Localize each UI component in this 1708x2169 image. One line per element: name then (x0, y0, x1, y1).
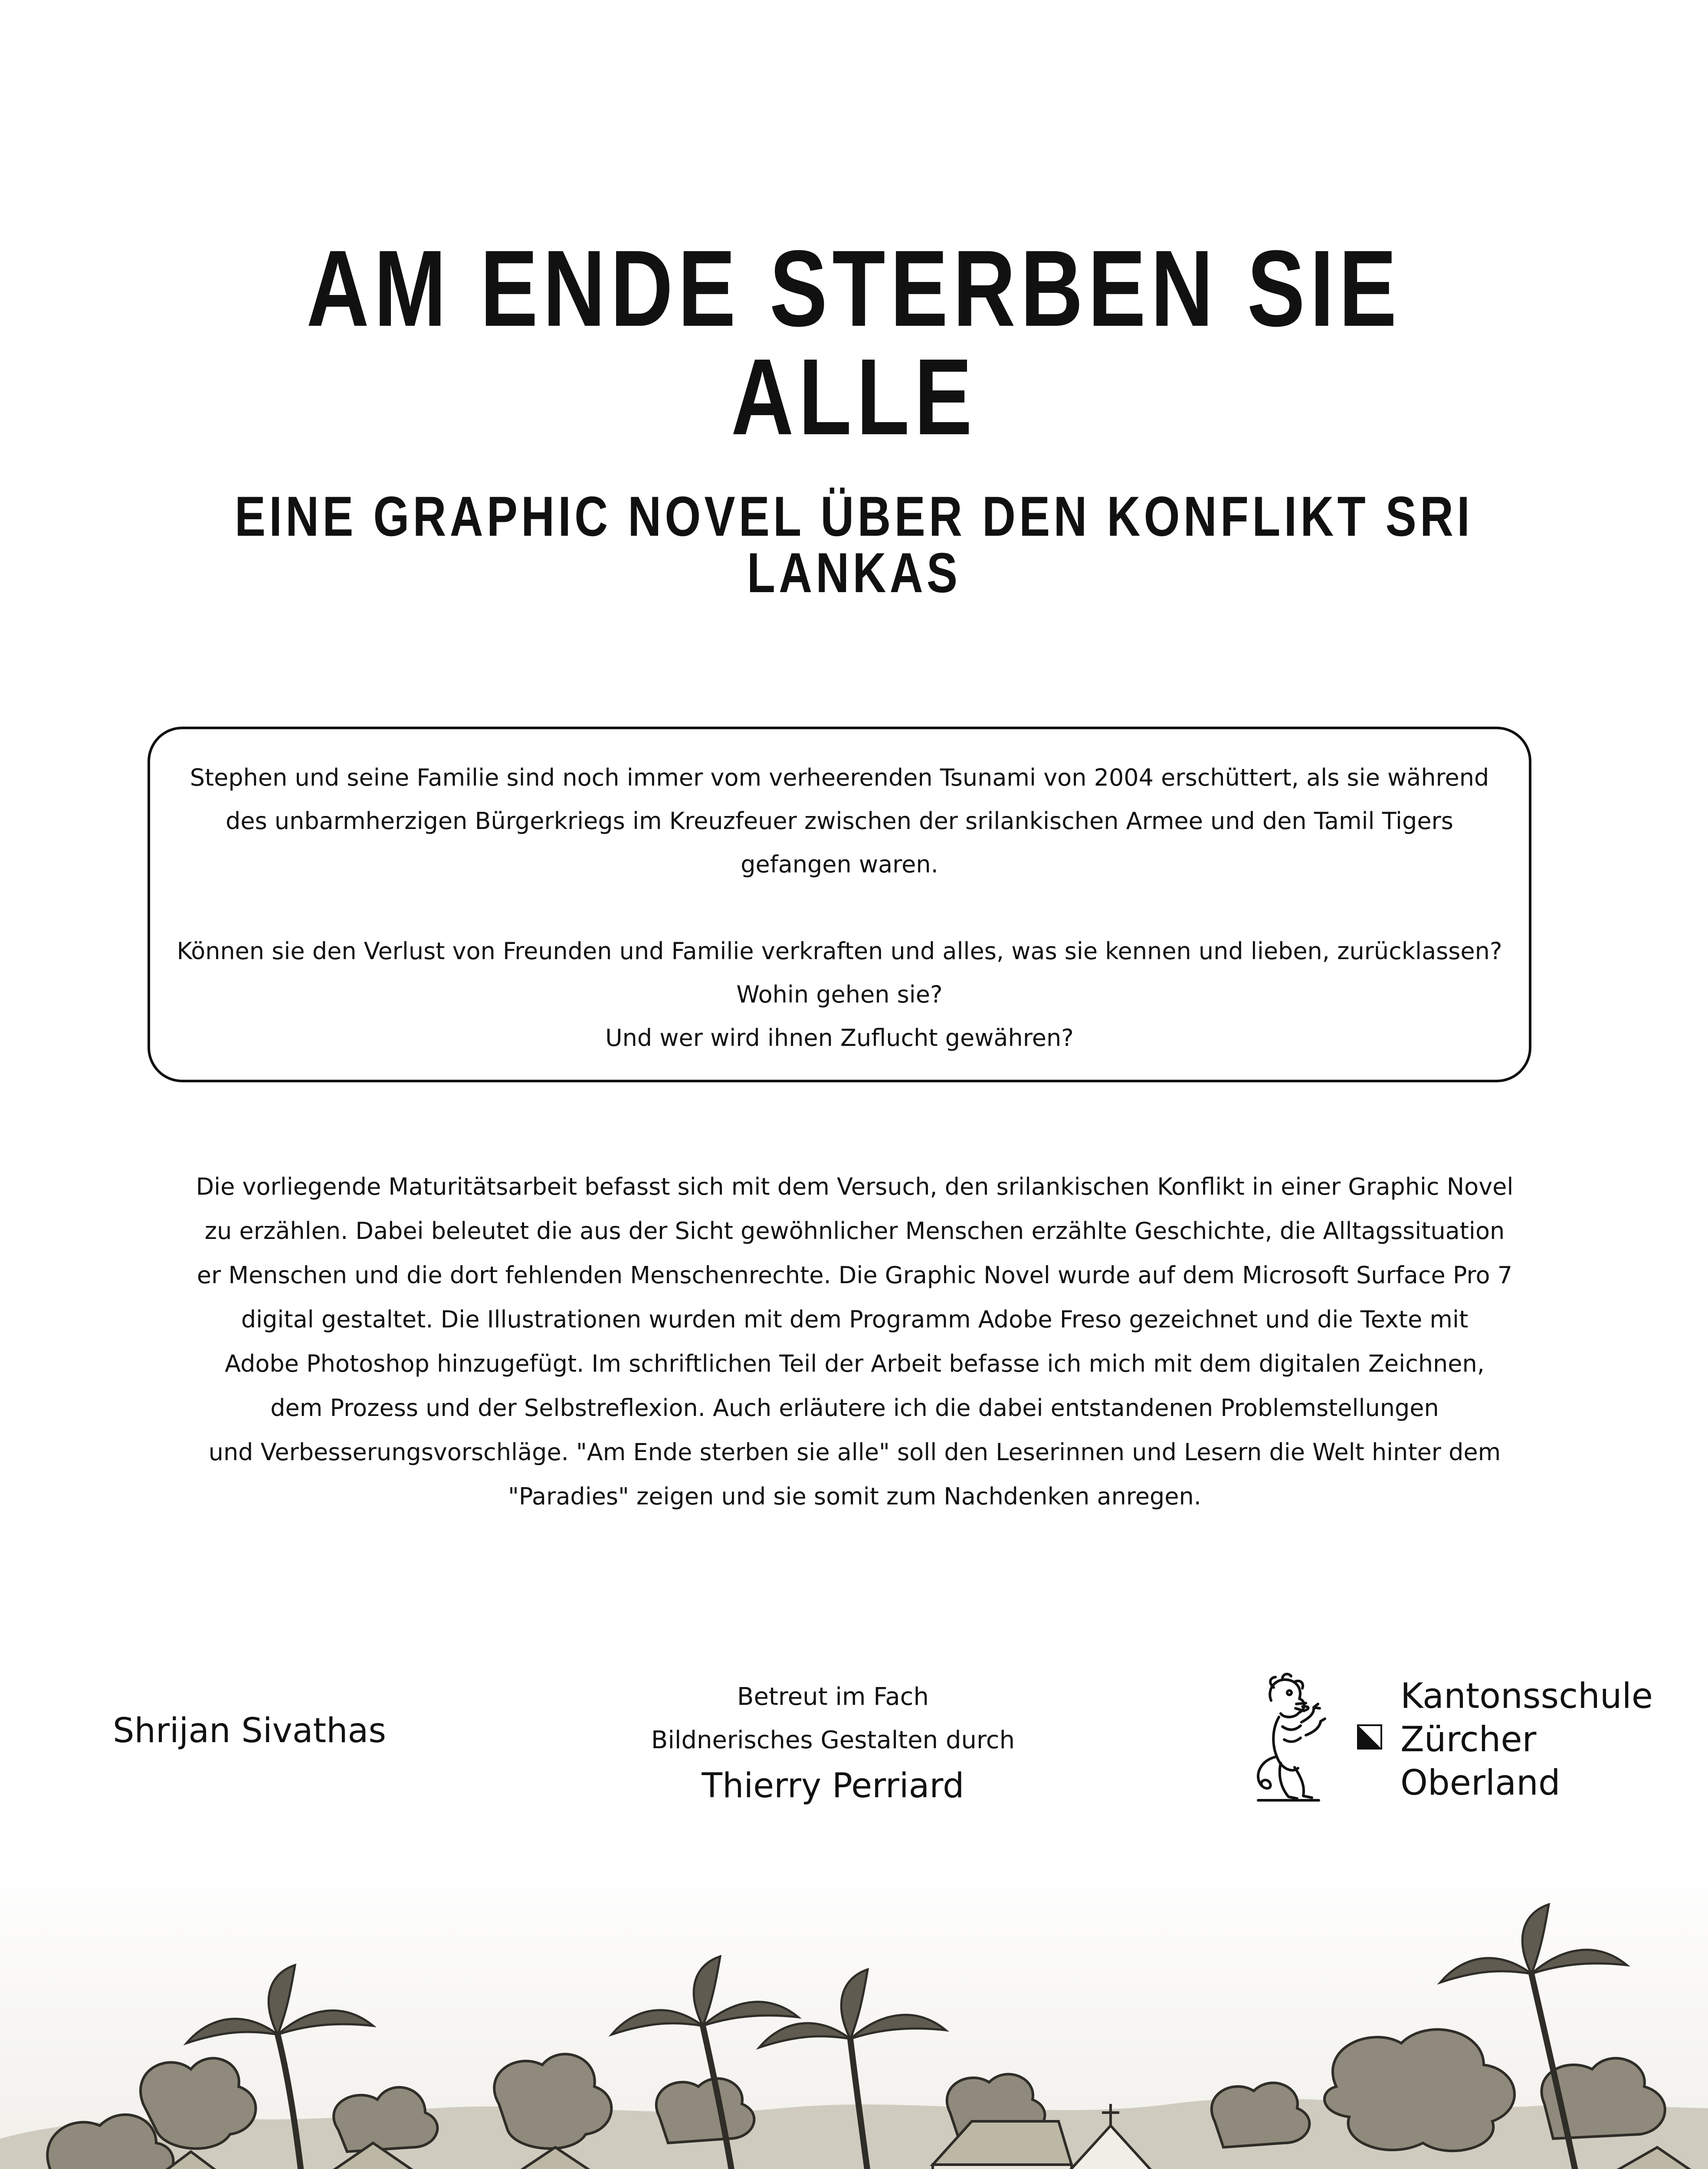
blurb-line: des unbarmherzigen Bürgerkriegs im Kreuzfeuer zwischen der srilankischen Armee und den Tamil Tigers (226, 807, 1453, 835)
village-illustration (0, 1861, 1708, 2169)
blurb-line: Und wer wird ihnen Zuflucht gewähren? (605, 1024, 1074, 1052)
tree-canopy (656, 2078, 754, 2143)
abstract-line: er Menschen und die dort fehlenden Menschenrechte. Die Graphic Novel wurde auf dem Microsoft Surface Pro 7 (197, 1261, 1513, 1289)
zurich-flag-icon (1357, 1724, 1382, 1750)
abstract-text (143, 1165, 1566, 1519)
school-name (1400, 1674, 1653, 1805)
blurb-gap (150, 886, 1529, 930)
school-logo-block (1241, 1670, 1653, 1809)
school-name-line: Zürcher (1400, 1719, 1537, 1759)
tree-canopy (1212, 2083, 1310, 2147)
abstract-line: "Paradies" zeigen und sie somit zum Nachdenken anregen. (508, 1483, 1201, 1510)
abstract-line: dem Prozess und der Selbstreflexion. Auch erläutere ich die dabei entstandenen Problemstellungen (270, 1394, 1439, 1422)
blurb-line: Stephen und seine Familie sind noch immer vom verheerenden Tsunami von 2004 erschüttert, als sie während (190, 764, 1489, 791)
school-name-line: Kantonsschule (1400, 1676, 1653, 1716)
supervision-line: Bildnerisches Gestalten durch (651, 1726, 1015, 1754)
supervision-line: Betreut im Fach (737, 1683, 929, 1711)
teacher-name: Thierry Perriard (702, 1766, 964, 1805)
abstract-line: zu erzählen. Dabei beleutet die aus der Sicht gewöhnlicher Menschen erzählte Geschichte, die Alltagssituation (204, 1217, 1505, 1245)
abstract-line: Die vorliegende Maturitätsarbeit befasst sich mit dem Versuch, den srilankischen Konflikt in einer Graphic Novel (196, 1173, 1514, 1200)
school-name-line: Oberland (1400, 1763, 1560, 1803)
blurb-box (148, 727, 1531, 1082)
abstract-line: Adobe Photoshop hinzugefügt. Im schriftlichen Teil der Arbeit befasse ich mich mit dem digitalen Zeichnen, (225, 1350, 1485, 1377)
author-name: Shrijan Sivathas (113, 1711, 386, 1750)
lion-crest-icon (1241, 1670, 1332, 1809)
abstract-line: digital gestaltet. Die Illustrationen wurden mit dem Programm Adobe Freso gezeichnet und die Texte mit (241, 1306, 1469, 1333)
abstract-line: und Verbesserungsvorschläge. "Am Ende sterben sie alle" soll den Leserinnen und Lesern die Welt hinter dem (208, 1438, 1501, 1466)
blurb-line: Wohin gehen sie? (736, 981, 943, 1008)
cover-title: AM ENDE STERBEN SIE ALLE (306, 228, 1402, 457)
supervision-block (616, 1675, 1050, 1810)
blurb-line: Können sie den Verlust von Freunden und Familie verkraften und alles, was sie kennen und lieben, zurücklassen? (177, 937, 1502, 965)
cover-subtitle: EINE GRAPHIC NOVEL ÜBER DEN KONFLIKT SRI LANKAS (234, 485, 1474, 604)
blurb-line: gefangen waren. (741, 851, 938, 878)
